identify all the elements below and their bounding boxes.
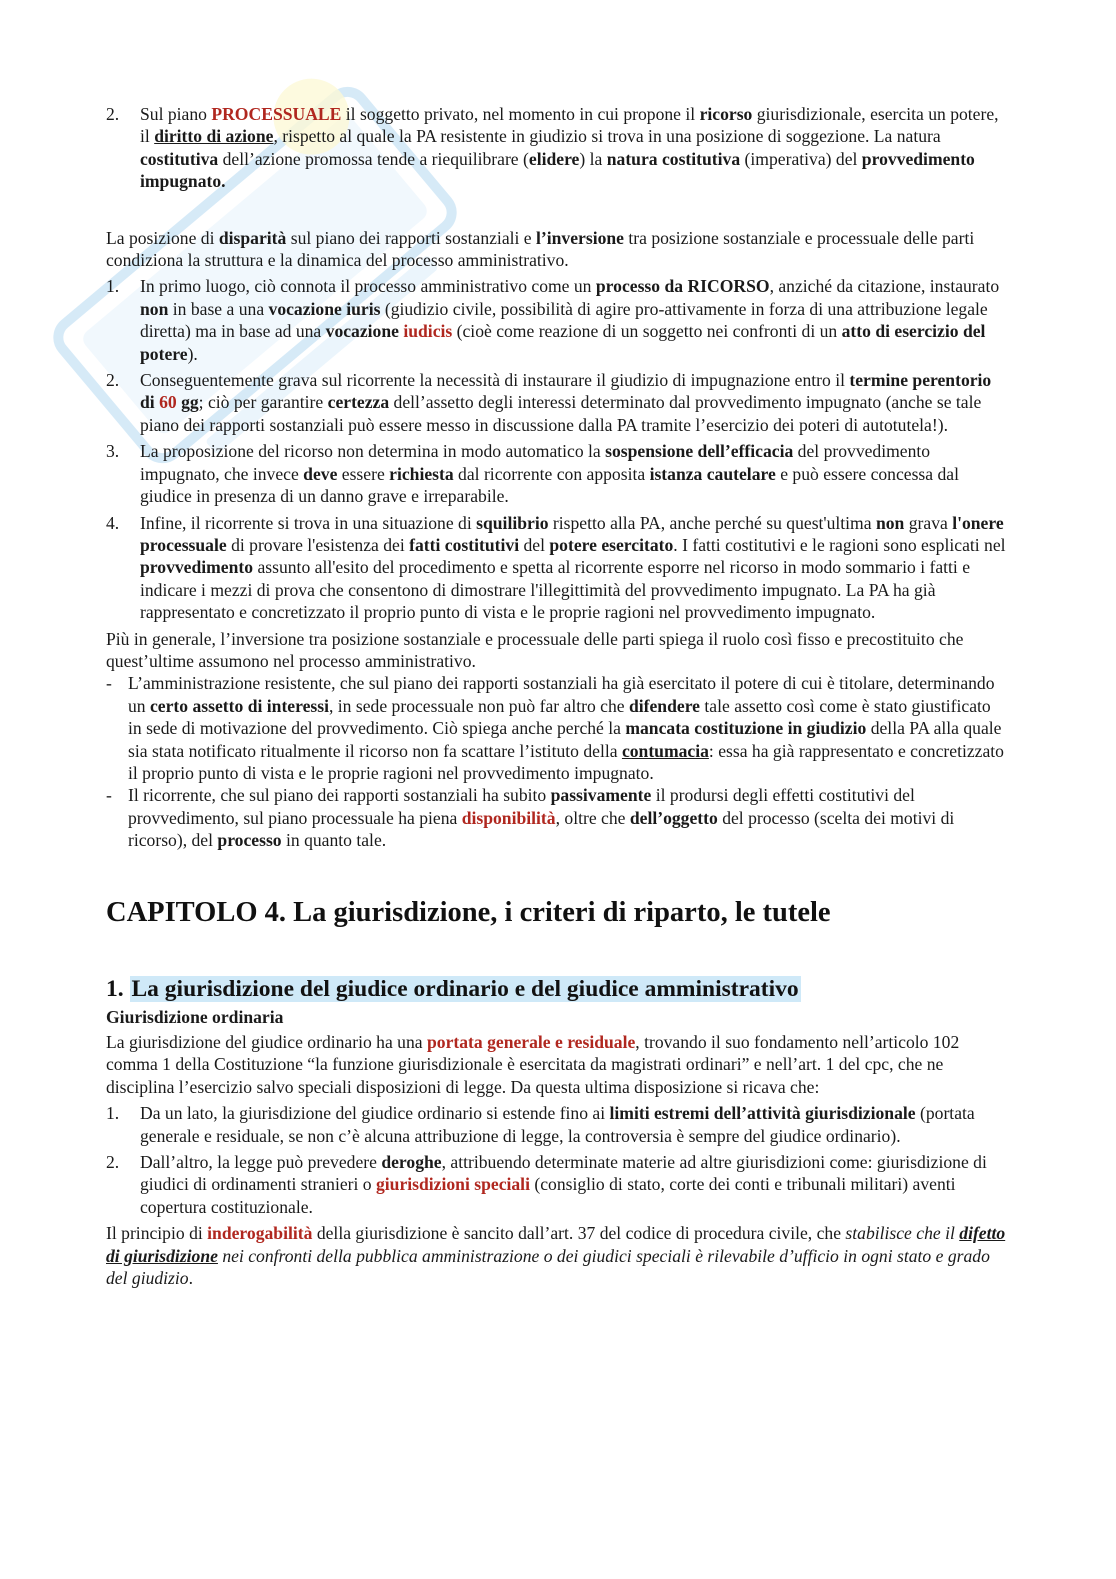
bold-term: fatti costitutivi	[409, 534, 520, 555]
bold-term: sospensione dell’efficacia	[605, 441, 794, 462]
list-item	[106, 672, 1006, 784]
highlight-term: disponibilità	[461, 807, 556, 828]
text: Da un lato, la giurisdizione del giudice ordinario si estende fino ai	[140, 1103, 610, 1124]
bold-term: limiti estremi dell’attività giurisdizionale	[609, 1103, 916, 1124]
bold-term: processo	[217, 830, 282, 851]
highlight-term: iudicis	[403, 321, 453, 342]
bold-term: richiesta	[389, 463, 454, 484]
text: (giudizio civile, possibilità di agire pro-attivamente in forza di una attribuzione legale diretta) ma in base ad una	[140, 298, 988, 342]
text: del processo (scelta dei motivi di ricorso), del	[128, 807, 955, 851]
text: in base a una	[168, 298, 269, 319]
text: , anziché da citazione, instaurato	[769, 276, 1000, 297]
italic-text: stabilisce che il	[845, 1223, 960, 1244]
bold-term: elidere	[528, 148, 580, 169]
section-title	[106, 974, 1006, 1004]
text: in quanto tale.	[281, 830, 387, 851]
list-item	[106, 1151, 1006, 1218]
text: assunto all'esito del procedimento e spetta al ricorrente esporre nel ricorso in modo sommario i fatti e indicare i mezzi di prova che consentono di dimostrare l'illegittimità del provvedimento impugnato. La PA ha già rappresentato e concretizzato il proprio punto di vista e le proprie ragioni nel provvedimento impugnato.	[140, 557, 971, 623]
text: , in sede processuale non può far altro che	[329, 695, 629, 716]
text: sul piano dei rapporti sostanziali e	[286, 227, 537, 248]
list-number: 1.	[106, 1103, 120, 1124]
bold-term: vocazione iuris	[268, 298, 381, 319]
bold-term: certo assetto di interessi	[150, 695, 329, 716]
text: .	[188, 1268, 193, 1289]
text: ).	[187, 343, 198, 364]
list-item	[106, 440, 1006, 507]
list-number: 4.	[106, 512, 120, 533]
underlined-term: diritto di azione	[154, 126, 274, 147]
paragraph	[140, 1102, 1006, 1147]
text: , attribuendo determinate materie ad altre giurisdizioni come: giurisdizione di giudici di ordinamenti stranieri o	[140, 1152, 987, 1195]
bold-term: gg	[176, 392, 199, 413]
bold-term: non	[140, 298, 169, 319]
list-dash: -	[106, 673, 112, 694]
document-body	[106, 103, 1006, 1289]
paragraph	[106, 1031, 1006, 1098]
text: della PA alla quale sia stata notificato ritualmente il ricorso non fa scattare l’istituto della	[128, 718, 1002, 761]
text: e può essere concessa dal giudice in presenza di un danno grave e irreparabile.	[140, 463, 959, 507]
text: , trovando il suo fondamento nell’articolo 102 comma 1 della Costituzione “la funzione giurisdizionale è esercitata da magistrati ordinari” e nell’art. 1 del cpc, che ne disciplina l’esercizio salvo speciali disposizioni di legge. Da questa ultima disposizione si ricava che:	[106, 1032, 960, 1097]
list-number: 3.	[106, 441, 120, 462]
italic-text: nei confronti della pubblica amministrazione o dei giudici speciali è rilevabile d’ufficio in ogni stato e grado del giudizio	[106, 1245, 990, 1289]
list-item	[106, 784, 1006, 851]
text: del	[519, 534, 550, 555]
text: tale assetto così come è stato giustificato in sede di motivazione del provvedimento. Ciò spiega anche perché la	[128, 695, 991, 739]
paragraph	[106, 227, 1006, 272]
text: ) la	[579, 148, 607, 169]
bold-term: dell’oggetto	[629, 807, 718, 828]
text: La proposizione del ricorso non determina in modo automatico la	[140, 441, 606, 462]
bold-term: passivamente	[550, 785, 652, 806]
text: tra posizione sostanziale e processuale delle parti condiziona la struttura e la dinamica del processo amministrativo.	[106, 227, 975, 271]
text: La giurisdizione del giudice ordinario ha una	[106, 1032, 427, 1052]
text: il prodursi degli effetti costitutivi del provvedimento, sul piano processuale ha piena	[128, 785, 915, 828]
highlight-term: inderogabilità	[207, 1223, 313, 1244]
highlight-term: portata generale e residuale	[426, 1032, 636, 1052]
bold-term: mancata costituzione in giudizio	[625, 718, 867, 739]
list-item	[106, 275, 1006, 365]
bold-term: provvedimento impugnato.	[140, 148, 975, 192]
text: (cioè come reazione di un soggetto nei confronti di un	[452, 321, 842, 342]
paragraph	[128, 784, 1006, 851]
bold-term: termine perentorio di	[140, 370, 992, 413]
paragraph: Più in generale, l’inversione tra posizione sostanziale e processuale delle parti spiega il ruolo così fisso e precostituito che quest’ultime assumono nel processo amministrativo.	[106, 628, 964, 671]
text: Sul piano	[140, 104, 212, 124]
bold-term: squilibrio	[476, 512, 549, 533]
text: del provvedimento impugnato, che invece	[140, 441, 931, 484]
bold-term: provvedimento	[140, 557, 254, 578]
bold-term: l’inversione	[536, 227, 624, 248]
text: L’amministrazione resistente, che sul piano dei rapporti sostanziali ha già esercitato il potere di cui è titolare, determinando un	[128, 673, 995, 716]
subsection-title: Giurisdizione ordinaria	[106, 1006, 284, 1027]
bold-term: deve	[303, 463, 338, 484]
text: Conseguentemente grava sul ricorrente la necessità di instaurare il giudizio di impugnazione entro il	[140, 370, 850, 391]
text: In primo luogo, ciò connota il processo amministrativo come un	[140, 276, 596, 297]
bold-term: certezza	[327, 392, 390, 413]
list-item	[106, 1102, 1006, 1147]
text: Il ricorrente, che sul piano dei rapporti sostanziali ha subito	[128, 785, 551, 806]
paragraph	[140, 103, 1006, 193]
text: : essa ha già rappresentato e concretizzato il proprio punto di vista e le proprie ragioni nel provvedimento impugnato.	[128, 740, 1004, 783]
bold-term: natura costitutiva	[606, 148, 741, 169]
bold-term: costitutiva	[140, 148, 219, 169]
bold-term: non	[875, 512, 905, 533]
bold-term: difendere	[628, 695, 700, 716]
text: (consiglio di stato, corte dei conti e tribunali militari) aventi copertura costituzionale.	[140, 1174, 956, 1217]
list-number: 2.	[106, 370, 120, 391]
list-number: 2.	[106, 104, 120, 124]
text: rispetto alla PA, anche perché su quest'ultima	[548, 512, 876, 533]
text: grava	[904, 512, 953, 533]
section-number: 1.	[106, 975, 124, 1002]
list-item	[106, 103, 1006, 193]
text: La posizione di	[106, 227, 219, 248]
text: dell’assetto degli interessi determinato dal provvedimento impugnato (anche se tale piano dei rapporti sostanziali può essere messo in discussione dalla PA tramite l’esercizio dei poteri di autotutela!).	[140, 392, 982, 435]
text: il soggetto privato, nel momento in cui propone il	[341, 104, 700, 124]
underlined-term: difetto di giurisdizione	[106, 1223, 1006, 1266]
underlined-term: contumacia	[621, 740, 709, 761]
bold-term: disparità	[218, 227, 287, 248]
paragraph	[140, 512, 1006, 624]
paragraph	[140, 369, 1006, 436]
text: ; ciò per garantire	[198, 392, 328, 413]
bold-term: atto di esercizio del potere	[140, 321, 986, 364]
bold-term: l'onere processuale	[140, 512, 1004, 555]
text: Il principio di	[106, 1223, 208, 1244]
paragraph	[140, 275, 1006, 365]
list-item	[106, 512, 1006, 624]
text: Dall’altro, la legge può prevedere	[140, 1152, 382, 1173]
text: dell’azione promossa tende a riequilibrare (	[218, 148, 529, 169]
bold-term: deroghe	[381, 1152, 442, 1173]
paragraph	[128, 672, 1006, 784]
list-number: 1.	[106, 276, 120, 297]
bold-term: ricorso	[699, 104, 753, 124]
text: giurisdizionale, esercita un potere, il	[140, 104, 999, 147]
section-title-text: La giurisdizione del giudice ordinario e del giudice amministrativo	[131, 975, 799, 1002]
bold-term: processo da RICORSO	[595, 276, 770, 297]
list-item	[106, 369, 1006, 436]
text: , oltre che	[555, 807, 630, 828]
text: dal ricorrente con apposita	[453, 463, 650, 484]
bold-term: potere esercitato	[549, 534, 674, 555]
text: , rispetto al quale la PA resistente in giudizio si trova in una posizione di soggezione. La natura	[273, 126, 941, 147]
text: di provare l'esistenza dei	[226, 534, 410, 555]
highlight-term: giurisdizioni speciali	[376, 1174, 530, 1195]
text: (portata generale e residuale, se non c’è alcuna attribuzione di legge, la controversia è sempre del giudice ordinario).	[140, 1103, 975, 1146]
paragraph	[140, 1151, 1006, 1218]
bold-term: vocazione	[325, 321, 399, 342]
list-number: 2.	[106, 1152, 120, 1173]
text: della giurisdizione è sancito dall’art. 37 del codice di procedura civile, che	[312, 1223, 846, 1244]
highlight-term: PROCESSUALE	[211, 104, 342, 124]
highlight-term: 60	[159, 392, 177, 413]
list-dash: -	[106, 785, 112, 806]
paragraph	[140, 440, 1006, 507]
bold-term: istanza cautelare	[649, 463, 776, 484]
text: essere	[337, 463, 390, 484]
chapter-title: CAPITOLO 4. La giurisdizione, i criteri di riparto, le tutele	[106, 896, 831, 928]
text: Infine, il ricorrente si trova in una situazione di	[140, 512, 477, 533]
paragraph	[106, 1222, 1006, 1289]
text: . I fatti costitutivi e le ragioni sono esplicati nel	[673, 534, 1006, 555]
text: (imperativa) del	[740, 148, 862, 169]
